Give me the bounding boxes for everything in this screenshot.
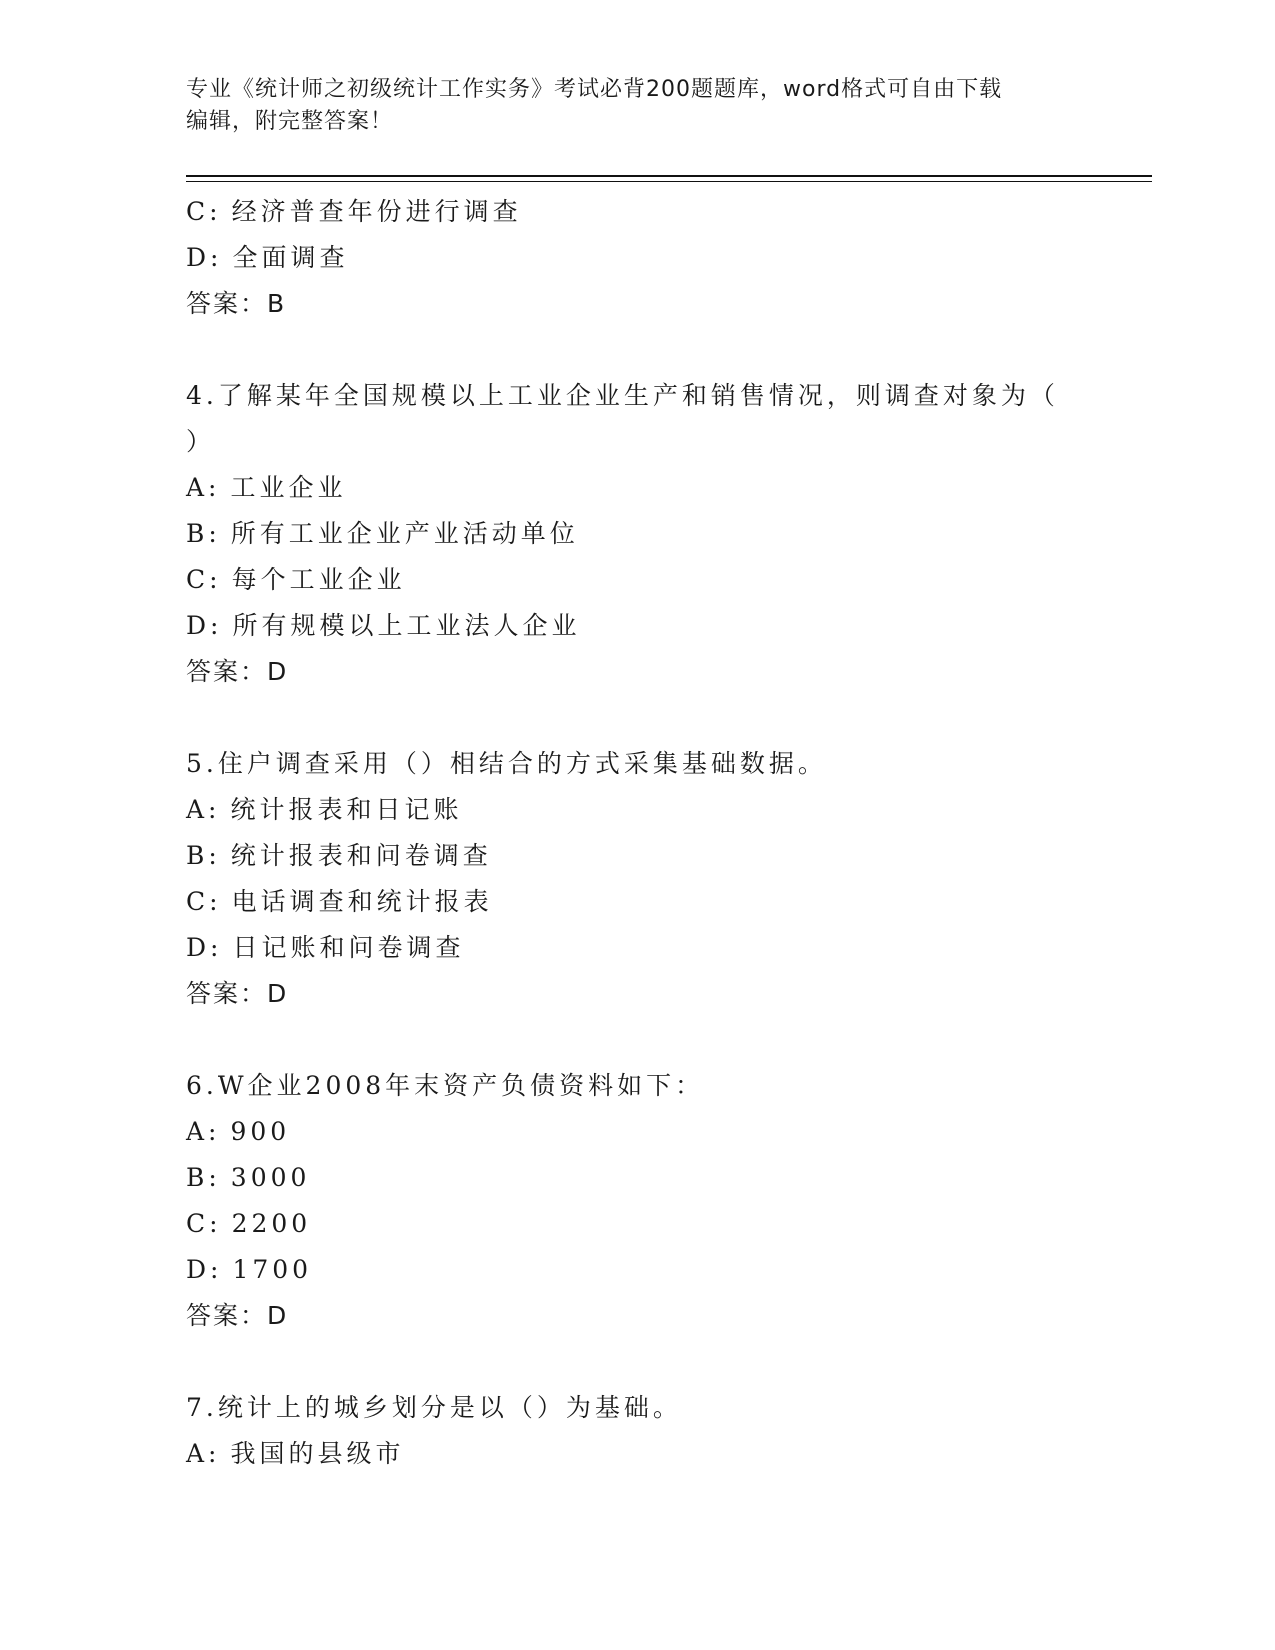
- spacer: [186, 695, 1086, 741]
- answer-line: 答案：B: [186, 289, 287, 318]
- option-label: D:: [186, 243, 223, 272]
- question-stem: [186, 1385, 1086, 1431]
- option-label: A:: [186, 1439, 221, 1468]
- option-text: 所有工业企业产业活动单位: [230, 519, 579, 548]
- question-list: [186, 189, 1086, 1477]
- option-label: A:: [186, 473, 221, 502]
- question-number: 7.: [186, 1393, 218, 1422]
- header-divider-thin: [186, 181, 1152, 182]
- question-stem-continued: ）: [186, 427, 216, 456]
- option-label: B:: [186, 1163, 221, 1192]
- option-text: 2200: [231, 1209, 312, 1238]
- option-text: 我国的县级市: [230, 1439, 405, 1468]
- option-text: 日记账和问卷调查: [232, 933, 465, 962]
- option-text: 统计报表和问卷调查: [230, 841, 492, 870]
- header-title-line-2: 编辑，附完整答案！: [186, 109, 394, 134]
- option-label: B:: [186, 841, 221, 870]
- question-number: 5.: [186, 749, 218, 778]
- option-text: 每个工业企业: [231, 565, 406, 594]
- option-label: D:: [186, 611, 223, 640]
- option-row: [186, 557, 1086, 603]
- option-row: [186, 787, 1086, 833]
- option-label: A:: [186, 795, 221, 824]
- header-divider-thick: [186, 175, 1152, 177]
- option-label: C:: [186, 197, 222, 226]
- question-number: 4.: [186, 381, 218, 410]
- question-stem: [186, 373, 1086, 419]
- question-text: 了解某年全国规模以上工业企业生产和销售情况，则调查对象为（: [217, 381, 1059, 410]
- option-row: [186, 511, 1086, 557]
- option-text: 电话调查和统计报表: [231, 887, 493, 916]
- option-label: C:: [186, 565, 222, 594]
- option-label: C:: [186, 887, 222, 916]
- option-row: [186, 833, 1086, 879]
- document-header: [186, 74, 1086, 138]
- answer-line: 答案：D: [186, 979, 289, 1008]
- option-text: 工业企业: [230, 473, 347, 502]
- option-text: 统计报表和日记账: [230, 795, 463, 824]
- option-row: [186, 465, 1086, 511]
- header-title-line-1: 专业《统计师之初级统计工作实务》考试必背200题题库，word格式可自由下载: [186, 77, 1003, 102]
- option-text: 3000: [230, 1163, 311, 1192]
- question-number: 6.: [186, 1071, 218, 1100]
- question-text: 住户调查采用（）相结合的方式采集基础数据。: [217, 749, 827, 778]
- spacer: [186, 1339, 1086, 1385]
- option-row: [186, 603, 1086, 649]
- option-row: [186, 879, 1086, 925]
- question-text: 统计上的城乡划分是以（）为基础。: [217, 1393, 682, 1422]
- option-label: D:: [186, 1255, 223, 1284]
- option-row: [186, 1155, 1086, 1201]
- question-stem: [186, 741, 1086, 787]
- option-label: C:: [186, 1209, 222, 1238]
- question-text: W企业2008年末资产负债资料如下：: [217, 1071, 705, 1100]
- option-text: 900: [230, 1117, 291, 1146]
- answer-line: 答案：D: [186, 1301, 289, 1330]
- option-text: 全面调查: [232, 243, 349, 272]
- option-row: [186, 1109, 1086, 1155]
- option-label: B:: [186, 519, 221, 548]
- spacer: [186, 1017, 1086, 1063]
- answer-line: 答案：D: [186, 657, 289, 686]
- question-stem: [186, 1063, 1086, 1109]
- option-row: [186, 1431, 1086, 1477]
- option-row: [186, 1247, 1086, 1293]
- option-text: 所有规模以上工业法人企业: [232, 611, 581, 640]
- option-row: [186, 189, 1086, 235]
- option-text: 经济普查年份进行调查: [231, 197, 522, 226]
- option-row: [186, 925, 1086, 971]
- option-label: A:: [186, 1117, 221, 1146]
- option-row: [186, 235, 1086, 281]
- option-row: [186, 1201, 1086, 1247]
- option-label: D:: [186, 933, 223, 962]
- option-text: 1700: [232, 1255, 313, 1284]
- spacer: [186, 327, 1086, 373]
